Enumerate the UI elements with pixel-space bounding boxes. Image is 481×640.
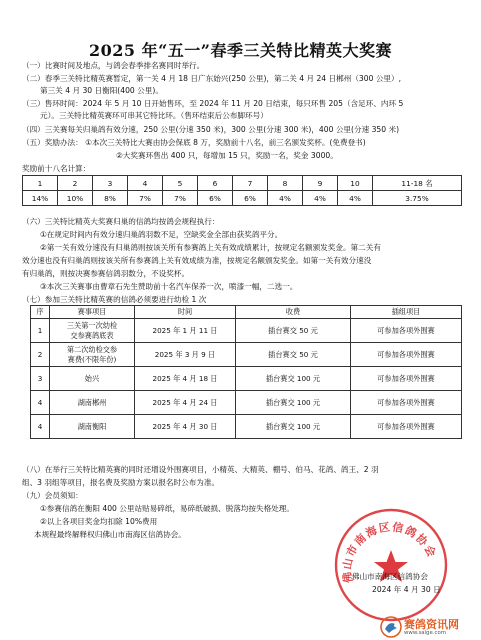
rank-cell: 4 xyxy=(128,176,163,191)
section-2-line-2: 第三关 4 月 30 日衡阳(400 公里)。 xyxy=(40,86,163,95)
events-cell: 2025 年 4 月 18 日 xyxy=(135,367,236,391)
rank-cell: 9 xyxy=(303,176,338,191)
watermark-url: www.saige.com xyxy=(404,630,447,636)
section-5-line-1: （五）奖励办法： ①本次三关特比大赛由协会保底 8 万，奖励前十八名，前三名颁发奖杯。(免费登书) xyxy=(22,138,366,147)
watermark-title: 赛鸽资讯网 xyxy=(404,618,459,631)
section-1: （一）比赛时间及地点，与鸽会春季排名赛同时举行。 xyxy=(22,61,205,70)
events-cell: 三关第一次幼检 交参赛鸽底表 xyxy=(50,319,135,343)
section-4: （四）三关赛每关归巢鸽有效分速，250 公里(分速 350 米)，300 公里(分速 300 米)，400 公里(分速 350 米) xyxy=(22,125,400,134)
events-header-row xyxy=(31,306,462,319)
events-header-cell: 赛事项目 xyxy=(50,306,135,319)
section-9: （九）会员须知： xyxy=(22,491,83,500)
site-watermark xyxy=(380,616,480,640)
reward-table xyxy=(22,175,462,206)
events-cell: 2025 年 1 月 11 日 xyxy=(135,319,236,343)
table-row xyxy=(31,319,462,343)
section-3-line-2: 元）。三关特比精英赛环可串其它特比环。（售环结束后公布脚环号） xyxy=(40,111,268,120)
events-cell: 可参加各项外围赛 xyxy=(351,391,462,415)
section-9-note-2: ②以上各项目奖金均扣除 10%费用 xyxy=(40,517,158,526)
percent-cell: 4% xyxy=(338,191,373,206)
percent-cell: 6% xyxy=(198,191,233,206)
section-7: （七）参加三关特比精英赛的信鸽必须要进行幼检 1 次 xyxy=(22,295,207,304)
rank-cell: 10 xyxy=(338,176,373,191)
percent-cell: 10% xyxy=(58,191,93,206)
events-cell: 2025 年 4 月 24 日 xyxy=(135,391,236,415)
events-header-cell: 插组项目 xyxy=(351,306,462,319)
events-cell: 4 xyxy=(31,415,50,439)
table-row xyxy=(31,415,462,439)
issuer-name: 佛山市南海区信鸽协会 xyxy=(352,572,428,581)
events-table xyxy=(30,305,462,439)
section-3-line-1: （三）售环时间：2024 年 5 月 10 日开始售环，至 2024 年 11 月 20 日结束，每只环售 205（含足环、内环 5 xyxy=(22,99,404,108)
section-6-rule-2-line-3: 有归巢鸽，则按决赛参赛信鸽羽数分，不设奖杯。 xyxy=(22,269,190,278)
table-row xyxy=(31,367,462,391)
events-cell: 第二次幼检交参 赛费(不限年份) xyxy=(50,343,135,367)
section-6-rule-2-line-2: 效分速也没有归巢鸽则按该关所有参赛鸽上关有效成绩为准，按规定名额颁发奖金。如第一关有效分速没 xyxy=(22,256,372,265)
events-cell: 可参加各项外围赛 xyxy=(351,319,462,343)
percent-cell: 7% xyxy=(128,191,163,206)
rank-cell: 6 xyxy=(198,176,233,191)
rank-cell: 8 xyxy=(268,176,303,191)
rank-cell: 7 xyxy=(233,176,268,191)
section-9-note-3: 本规程最终解释权归佛山市南海区信鸽协会。 xyxy=(34,530,186,539)
events-header-cell: 时间 xyxy=(135,306,236,319)
pigeon-logo-icon xyxy=(380,616,402,638)
rank-cell: 1 xyxy=(23,176,58,191)
events-cell: 可参加各项外围赛 xyxy=(351,367,462,391)
events-cell: 插台赛交 100 元 xyxy=(236,391,351,415)
events-cell: 2025 年 4 月 30 日 xyxy=(135,415,236,439)
section-6-rule-2-line-1: ②第一关有效分速没有归巢鸽则按该关所有参赛鸽上关有效成绩累计，按规定名额颁发奖金。第二关有 xyxy=(40,243,381,252)
percent-cell: 7% xyxy=(163,191,198,206)
rank-cell: 11-18 名 xyxy=(373,176,462,191)
events-cell: 湖南郴州 xyxy=(50,391,135,415)
events-cell: 湖南衡阳 xyxy=(50,415,135,439)
reward-rank-row xyxy=(23,176,462,191)
events-cell: 4 xyxy=(31,391,50,415)
events-cell: 1 xyxy=(31,319,50,343)
section-6-rule-3: ③本次三关赛事由曹章石先生赞助前十名汽车保养一次，喷漆一幅，二选一。 xyxy=(40,282,298,291)
reward-percent-row xyxy=(23,191,462,206)
percent-cell: 6% xyxy=(233,191,268,206)
section-8-line-1: （八）在举行三关特比精英赛的同时还增设外围赛项目，小精英、大精英、棚号、伯马、花鸽、鸽王、2 羽 xyxy=(22,465,379,474)
events-cell: 2 xyxy=(31,343,50,367)
section-6-rule-1: ①在规定时间内有效分速归巢鸽羽数不足，空缺奖金全部由获奖鸽平分。 xyxy=(40,230,283,239)
section-2-line-1: （二）春季三关特比精英赛暂定，第一关 4 月 18 日广东始兴(250 公里)，第二关 4 月 24 日郴州（300 公里）, xyxy=(22,74,402,83)
rank-cell: 5 xyxy=(163,176,198,191)
issue-date: 2024 年 4 月 30 日 xyxy=(372,585,441,594)
section-9-note-1: ①参赛信鸽在衡阳 400 公里站贴易碎纸，易碎纸破损、脱落均按失格处理。 xyxy=(40,504,294,513)
table-row xyxy=(31,391,462,415)
table-row xyxy=(31,343,462,367)
events-cell: 3 xyxy=(31,367,50,391)
percent-cell: 3.75% xyxy=(373,191,462,206)
official-seal xyxy=(332,506,450,624)
reward-table-label: 奖励前十八名计算： xyxy=(22,164,91,173)
events-header-cell: 序 xyxy=(31,306,50,319)
events-cell: 插台赛交 50 元 xyxy=(236,319,351,343)
section-6: （六）三关特比精英大奖赛归巢的信鸽均按鸽会规程执行： xyxy=(22,217,220,226)
events-cell: 插台赛交 50 元 xyxy=(236,343,351,367)
events-cell: 可参加各项外围赛 xyxy=(351,343,462,367)
events-cell: 可参加各项外围赛 xyxy=(351,415,462,439)
rank-cell: 3 xyxy=(93,176,128,191)
seal-ring-text: 佛山市南海区信鸽协会 xyxy=(340,520,439,584)
section-5-line-2: ②大奖赛环售出 400 只，每增加 15 只，奖励一名，奖金 3000。 xyxy=(116,151,338,160)
events-cell: 插台赛交 100 元 xyxy=(236,367,351,391)
percent-cell: 8% xyxy=(93,191,128,206)
percent-cell: 4% xyxy=(268,191,303,206)
percent-cell: 4% xyxy=(303,191,338,206)
events-header-cell: 收费 xyxy=(236,306,351,319)
events-cell: 始兴 xyxy=(50,367,135,391)
page-title: 2025 年“五一”春季三关特比精英大奖赛 xyxy=(88,41,392,60)
events-cell: 插台赛交 100 元 xyxy=(236,415,351,439)
section-8-line-2: 组、3 羽组等项目，报名费及奖励方案以报名时公布为准。 xyxy=(22,478,220,487)
events-cell: 2025 年 3 月 9 日 xyxy=(135,343,236,367)
percent-cell: 14% xyxy=(23,191,58,206)
rank-cell: 2 xyxy=(58,176,93,191)
